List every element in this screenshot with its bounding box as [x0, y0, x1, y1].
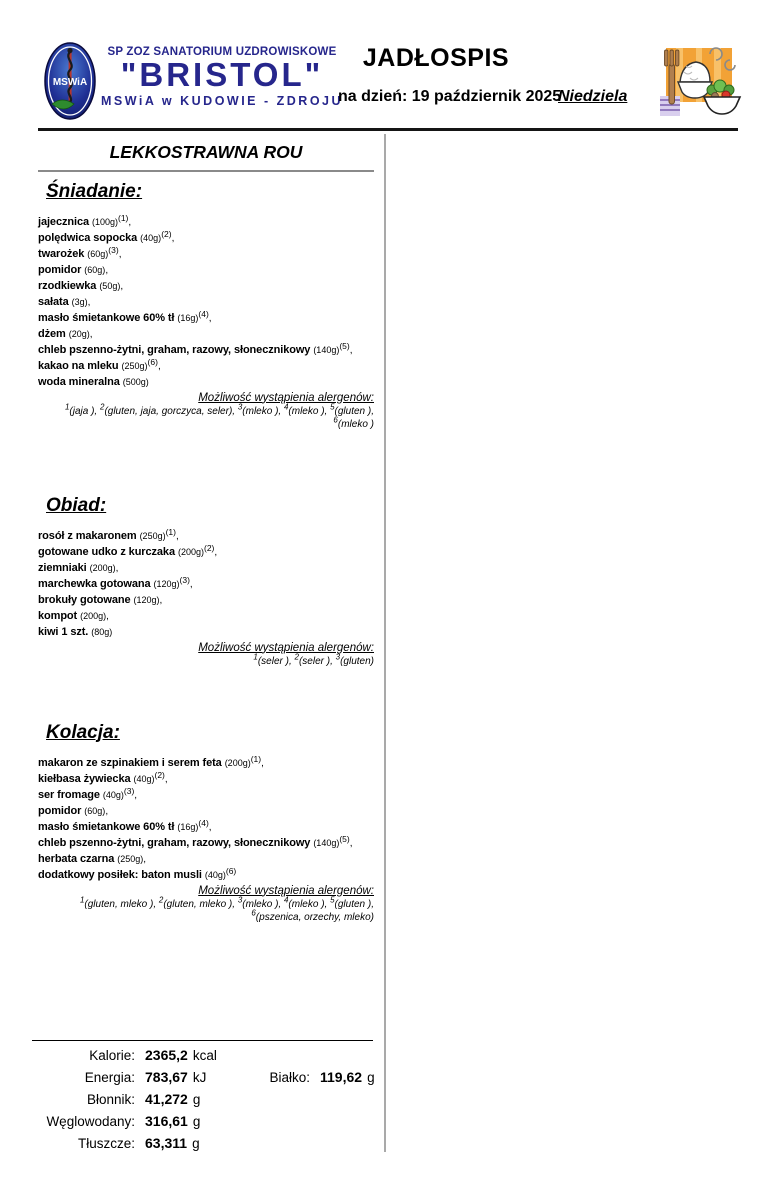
allergen-ref: 6	[333, 415, 338, 425]
menu-item	[38, 527, 374, 543]
nutrition-summary	[32, 1040, 373, 1157]
item-separator: ,	[128, 216, 132, 228]
item-name: woda mineralna	[38, 375, 120, 388]
nutrition-row	[32, 1069, 373, 1091]
item-separator: ,	[143, 853, 147, 865]
allergen-block	[38, 392, 374, 432]
item-weight: (200g)	[89, 562, 116, 573]
nutrition-rows	[32, 1047, 373, 1157]
item-separator: ,	[208, 312, 212, 324]
item-name: ziemniaki	[38, 561, 87, 574]
item-allergen-ref: (3)	[123, 785, 135, 796]
item-allergen-ref: (4)	[198, 817, 209, 828]
item-separator: ,	[105, 805, 109, 817]
menu-item	[38, 818, 374, 834]
item-name: chleb pszenno-żytni, graham, razowy, słonecznikowy	[38, 836, 311, 849]
item-name: dodatkowy posiłek: baton musli	[38, 868, 202, 881]
nutrition-label: Kalorie:	[89, 1048, 135, 1063]
allergen-ref: 3	[237, 895, 243, 905]
menu-item	[38, 834, 374, 850]
allergen-ref: 5	[330, 402, 335, 412]
item-weight: (3g)	[71, 296, 88, 307]
item-separator: ,	[159, 594, 163, 606]
nutrition-value: 2365,2	[145, 1047, 188, 1063]
allergen-heading: Możliwość wystąpienia alergenów:	[198, 884, 374, 897]
org-name-line3: MSWiA w KUDOWIE - ZDROJU	[100, 93, 344, 108]
item-weight: (250g)	[121, 360, 148, 371]
item-name: masło śmietankowe 60% tł	[38, 820, 175, 833]
item-allergen-ref: (1)	[250, 753, 262, 764]
menu-item	[38, 770, 374, 786]
item-allergen-ref: (4)	[198, 308, 209, 319]
nutrition-row	[32, 1091, 373, 1113]
item-name: jajecznica	[38, 215, 89, 228]
item-separator: ,	[175, 530, 179, 542]
menu-item	[38, 245, 374, 261]
item-name: sałata	[38, 295, 69, 308]
item-name: chleb pszenno-żytni, graham, razowy, słonecznikowy	[38, 343, 311, 356]
nutrition-label: Błonnik:	[86, 1092, 135, 1107]
menu-item	[38, 786, 374, 802]
menu-item	[38, 341, 374, 357]
weekday-label: Niedziela	[558, 88, 628, 105]
nutrition-label: Białko:	[269, 1070, 310, 1085]
allergen-list: $^1$(seler ), $^2$(seler ), $^3$(gluten)	[253, 652, 374, 667]
org-name-bristol: "BRISTOL"	[120, 56, 324, 93]
nutrition-unit: g	[192, 1114, 201, 1129]
item-allergen-ref: (1)	[118, 212, 129, 223]
item-name: gotowane udko z kurczaka	[38, 545, 175, 558]
nutrition-extra	[262, 1069, 375, 1091]
item-separator: ,	[105, 264, 109, 276]
menu-item	[38, 559, 374, 575]
item-separator: ,	[208, 821, 212, 833]
item-name: pomidor	[38, 263, 82, 276]
item-separator: ,	[134, 789, 138, 801]
nutrition-label: Węglowodany:	[46, 1114, 135, 1129]
meal-items	[38, 754, 374, 882]
allergen-ref: 6	[251, 908, 256, 918]
menu-item	[38, 866, 374, 882]
menu-item	[38, 754, 374, 770]
menu-item	[38, 277, 374, 293]
menu-item	[38, 373, 374, 389]
item-weight: (60g)	[87, 248, 109, 259]
nutrition-unit: kcal	[192, 1048, 217, 1063]
nutrition-unit: kJ	[192, 1070, 207, 1085]
nutrition-row	[32, 1113, 373, 1135]
item-weight: (250g)	[139, 530, 166, 541]
organization-brand	[96, 46, 348, 108]
allergen-ref: 4	[283, 402, 289, 412]
item-allergen-ref: (5)	[339, 833, 350, 844]
item-weight: (200g)	[177, 546, 204, 557]
meal-section	[38, 494, 374, 713]
item-weight: (80g)	[91, 626, 113, 637]
menu-item	[38, 591, 374, 607]
item-name: kiełbasa żywiecka	[38, 772, 131, 785]
allergen-heading: Możliwość wystąpienia alergenów:	[198, 391, 374, 404]
item-name: kompot	[38, 609, 78, 622]
nutrition-unit: g	[192, 1136, 200, 1151]
item-name: masło śmietankowe 60% tł	[38, 311, 175, 324]
item-weight: (500g)	[122, 376, 149, 387]
item-name: kiwi 1 szt.	[38, 625, 89, 638]
item-allergen-ref: (6)	[147, 356, 158, 367]
diet-title-divider	[38, 170, 374, 172]
nutrition-value: 41,272	[145, 1091, 188, 1107]
item-weight: (16g)	[177, 312, 199, 323]
item-separator: ,	[157, 360, 161, 372]
item-name: kakao na mleku	[38, 359, 119, 372]
menu-item	[38, 543, 374, 559]
item-weight: (140g)	[313, 837, 340, 848]
menu-column	[38, 134, 374, 925]
menu-item	[38, 802, 374, 818]
allergen-ref: 4	[283, 895, 289, 905]
menu-item	[38, 607, 374, 623]
item-weight: (250g)	[117, 853, 144, 864]
nutrition-unit: g	[192, 1092, 201, 1107]
item-separator: ,	[349, 344, 353, 356]
item-separator: ,	[118, 248, 122, 260]
item-weight: (60g)	[84, 264, 106, 275]
item-allergen-ref: (2)	[154, 769, 165, 780]
menu-item	[38, 229, 374, 245]
allergen-ref: 2	[158, 895, 164, 905]
item-weight: (40g)	[102, 789, 124, 800]
meal-section	[38, 180, 374, 486]
item-separator: ,	[349, 837, 353, 849]
nutrition-row	[32, 1047, 373, 1069]
menu-item	[38, 325, 374, 341]
allergen-ref: 5	[330, 895, 335, 905]
meal-clipart-icon	[652, 42, 744, 127]
meal-section	[38, 721, 374, 925]
allergen-list: $^1$(gluten, mleko ), $^2$(gluten, mleko ), $^3$(mleko ), $^4$(mleko ), $^5$(gluten ), $^6$(pszenica, orzechy, mleko)	[79, 895, 374, 923]
item-name: dżem	[38, 327, 66, 340]
allergen-list: $^1$(jaja ), $^2$(gluten, jaja, gorczyca, seler), $^3$(mleko ), $^4$(mleko ), $^5$(gluten ), $^6$(mleko )	[64, 402, 374, 430]
item-weight: (100g)	[91, 216, 118, 227]
allergen-ref: 3	[335, 652, 341, 662]
item-name: twarożek	[38, 247, 85, 260]
meal-items	[38, 527, 374, 639]
meal-sections	[38, 180, 374, 925]
item-weight: (50g)	[99, 280, 121, 291]
item-weight: (200g)	[80, 610, 107, 621]
allergen-block	[38, 885, 374, 925]
nutrition-unit: g	[367, 1070, 375, 1085]
item-name: polędwica sopocka	[38, 231, 138, 244]
nutrition-row	[32, 1135, 373, 1157]
item-name: rzodkiewka	[38, 279, 97, 292]
org-name-line1: SP ZOZ SANATORIUM UZDROWISKOWE	[107, 46, 337, 58]
item-weight: (200g)	[224, 757, 251, 768]
menu-item	[38, 261, 374, 277]
allergen-ref: 1	[79, 895, 85, 905]
item-name: rosół z makaronem	[38, 529, 137, 542]
nutrition-value: 63,311	[145, 1135, 188, 1151]
meal-items	[38, 213, 374, 389]
column-divider	[384, 134, 386, 1152]
item-separator: ,	[89, 328, 93, 340]
item-name: marchewka gotowana	[38, 577, 151, 590]
meal-title: Obiad:	[46, 494, 107, 516]
item-separator: ,	[87, 296, 91, 308]
item-separator: ,	[261, 757, 264, 769]
item-name: ser fromage	[38, 788, 100, 801]
item-allergen-ref: (1)	[165, 526, 176, 537]
document-title: JADŁOSPIS	[362, 44, 510, 72]
item-weight: (40g)	[204, 869, 226, 880]
nutrition-value: 316,61	[145, 1113, 188, 1129]
menu-item	[38, 309, 374, 325]
item-weight: (40g)	[140, 232, 162, 243]
allergen-ref: 2	[294, 652, 299, 662]
allergen-ref: 2	[99, 402, 105, 412]
item-separator: ,	[171, 232, 175, 244]
allergen-heading: Możliwość wystąpienia alergenów:	[198, 641, 374, 654]
item-name: pomidor	[38, 804, 82, 817]
mswia-badge-icon	[44, 42, 96, 125]
nutrition-value: 783,67	[145, 1069, 188, 1085]
item-allergen-ref: (3)	[179, 574, 190, 585]
item-weight: (60g)	[84, 805, 106, 816]
nutrition-label: Tłuszcze:	[77, 1136, 135, 1151]
menu-item	[38, 357, 374, 373]
item-weight: (20g)	[68, 328, 90, 339]
item-separator: ,	[120, 280, 124, 292]
item-name: brokuły gotowane	[38, 593, 131, 606]
item-allergen-ref: (6)	[225, 865, 237, 876]
item-separator: ,	[115, 562, 119, 574]
item-allergen-ref: (3)	[108, 244, 119, 255]
menu-item	[38, 213, 374, 229]
item-name: herbata czarna	[38, 852, 115, 865]
menu-item	[38, 293, 374, 309]
item-allergen-ref: (5)	[339, 340, 350, 351]
item-weight: (40g)	[133, 773, 155, 784]
allergen-ref: 3	[237, 402, 243, 412]
item-separator: ,	[164, 773, 168, 785]
menu-item	[38, 623, 374, 639]
menu-item	[38, 850, 374, 866]
item-weight: (120g)	[133, 594, 160, 605]
menu-date: na dzień: 19 październik 2025	[338, 88, 562, 105]
allergen-block	[38, 642, 374, 669]
meal-title: Śniadanie:	[46, 180, 143, 202]
meal-title: Kolacja:	[46, 721, 120, 743]
item-name: makaron ze szpinakiem i serem feta	[38, 756, 222, 769]
nutrition-label: Energia:	[84, 1070, 135, 1085]
diet-title: LEKKOSTRAWNA ROU	[109, 142, 303, 162]
item-separator: ,	[189, 578, 193, 590]
header-divider	[38, 128, 738, 131]
item-separator: ,	[106, 610, 109, 622]
menu-item	[38, 575, 374, 591]
item-separator: ,	[214, 546, 218, 558]
item-allergen-ref: (2)	[161, 228, 172, 239]
allergen-ref: 1	[253, 652, 258, 662]
nutrition-value: 119,62	[320, 1069, 363, 1085]
item-allergen-ref: (2)	[203, 542, 215, 553]
item-weight: (140g)	[313, 344, 340, 355]
svg-text:MSWiA: MSWiA	[52, 77, 88, 88]
allergen-ref: 1	[64, 402, 70, 412]
item-weight: (120g)	[153, 578, 180, 589]
item-weight: (16g)	[177, 821, 199, 832]
